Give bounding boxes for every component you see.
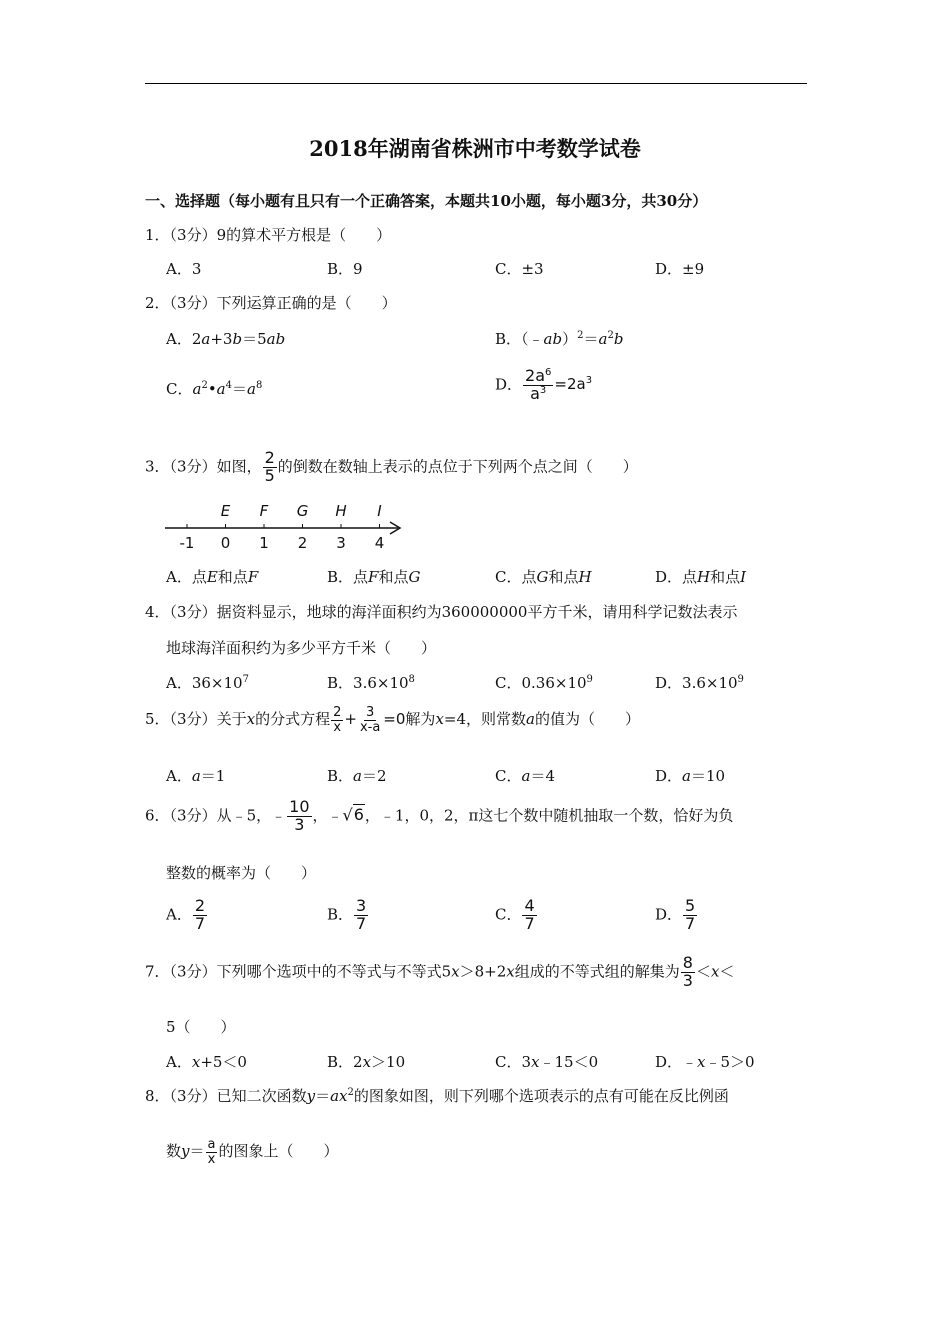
- q4-option-b: B．$3.6\times 10^8$: [327, 674, 415, 692]
- q5-option-a: A．a＝1: [166, 767, 226, 785]
- axis-tick-label: 0: [220, 534, 231, 552]
- q2-option-c: C．$a^2•a^4=a^8$: [166, 380, 263, 398]
- q2-option-b: B．$(﹣ab)^2=a^2b$: [495, 330, 624, 348]
- q8-stem-line1: 8．（3分）已知二次函数$y=ax^2$的图象如图，则下列哪个选项表示的点有可能在反比例函: [145, 1087, 729, 1105]
- axis-tick-label: 3: [336, 534, 346, 552]
- axis-point-label: F: [259, 502, 269, 520]
- q6-stem-line1: 6．（3分）从﹣5，﹣ $\frac{10}{3}$ ，﹣√6，﹣1，0，2，π这七个数中随机抽取一个数，恰好为负: [145, 797, 734, 834]
- q3-option-c: C．点G和点H: [495, 568, 592, 586]
- q4-option-d: D．$3.6\times 10^9$: [655, 674, 744, 692]
- q4-option-c: C．$0.36\times 10^9$: [495, 674, 593, 692]
- q5-option-d: D．a＝10: [655, 767, 726, 785]
- header-rule: [145, 83, 807, 84]
- axis-tick-label: 1: [259, 534, 269, 552]
- q3-option-d: D．点H和点I: [655, 568, 747, 586]
- number-line-figure: [162, 498, 407, 554]
- axis-point-label: H: [335, 502, 347, 520]
- q5-option-c: C．a＝4: [495, 767, 555, 785]
- section-heading: 一、选择题（每小题有且只有一个正确答案，本题共10小题，每小题3分，共30分）: [145, 192, 708, 210]
- q2-stem: 2．（3分）下列运算正确的是（ ）: [145, 294, 397, 312]
- q1-option-c: C．±3: [495, 260, 544, 278]
- axis-point-label: E: [220, 502, 231, 520]
- q3-stem: 3．（3分）如图， $\frac{2}{5}$ 的倒数在数轴上表示的点位于下列两个点之间（ ）: [145, 448, 638, 485]
- q7-stem-line1: 7．（3分）下列哪个选项中的不等式与不等式5x＞8+2x组成的不等式组的解集为 $\frac{8}{3}$ ＜x＜: [145, 953, 735, 990]
- axis-point-label: G: [296, 502, 309, 520]
- page-title: 2018年湖南省株洲市中考数学试卷: [309, 136, 641, 161]
- q6-stem-line2: 整数的概率为（ ）: [166, 864, 317, 882]
- q7-option-d: D．﹣x﹣5＞0: [655, 1053, 755, 1071]
- q3-option-b: B．点F和点G: [327, 568, 421, 586]
- q6-option-b: B． $\frac{3}{7}$: [327, 896, 367, 933]
- q7-option-c: C．3x﹣15＜0: [495, 1053, 599, 1071]
- q4-stem-line1: 4．（3分）据资料显示，地球的海洋面积约为360000000平方千米，请用科学记数法表示: [145, 603, 738, 621]
- q1-option-b: B．9: [327, 260, 363, 278]
- q6-option-d: D． $\frac{5}{7}$: [655, 896, 696, 933]
- q6-option-a: A． $\frac{2}{7}$: [166, 896, 206, 933]
- q7-stem-line2: 5（ ）: [166, 1018, 236, 1036]
- q1-option-a: A．3: [166, 260, 202, 278]
- q7-option-b: B．2x＞10: [327, 1053, 406, 1071]
- q1-stem: 1．（3分）9的算术平方根是（ ）: [145, 226, 392, 244]
- q5-option-b: B．a＝2: [327, 767, 387, 785]
- q8-stem-line2: 数y＝ $\frac{a}{x}$ 的图象上（ ）: [166, 1137, 339, 1167]
- q5-stem: 5．（3分）关于x的分式方程 $\frac{2}{x}$ + $\frac{3}{x-a}$ =0解为x=4，则常数a的值为（ ）: [145, 705, 640, 735]
- q2-option-d: D． $\frac{2a^6}{a^3}$ $=2a^3$: [495, 366, 593, 403]
- q6-option-c: C． $\frac{4}{7}$: [495, 896, 535, 933]
- q2-option-a: A．2a+3b＝5ab: [166, 330, 286, 348]
- axis-tick-label: 4: [374, 534, 385, 552]
- q4-option-a: A．$36\times 10^7$: [166, 674, 249, 692]
- q1-option-d: D．±9: [655, 260, 705, 278]
- axis-tick-label: 2: [297, 534, 308, 552]
- q3-option-a: A．点E和点F: [166, 568, 259, 586]
- q7-option-a: A．x+5＜0: [166, 1053, 247, 1071]
- axis-tick-label: -1: [179, 534, 195, 552]
- q4-stem-line2: 地球海洋面积约为多少平方千米（ ）: [166, 639, 437, 657]
- axis-point-label: I: [377, 502, 382, 520]
